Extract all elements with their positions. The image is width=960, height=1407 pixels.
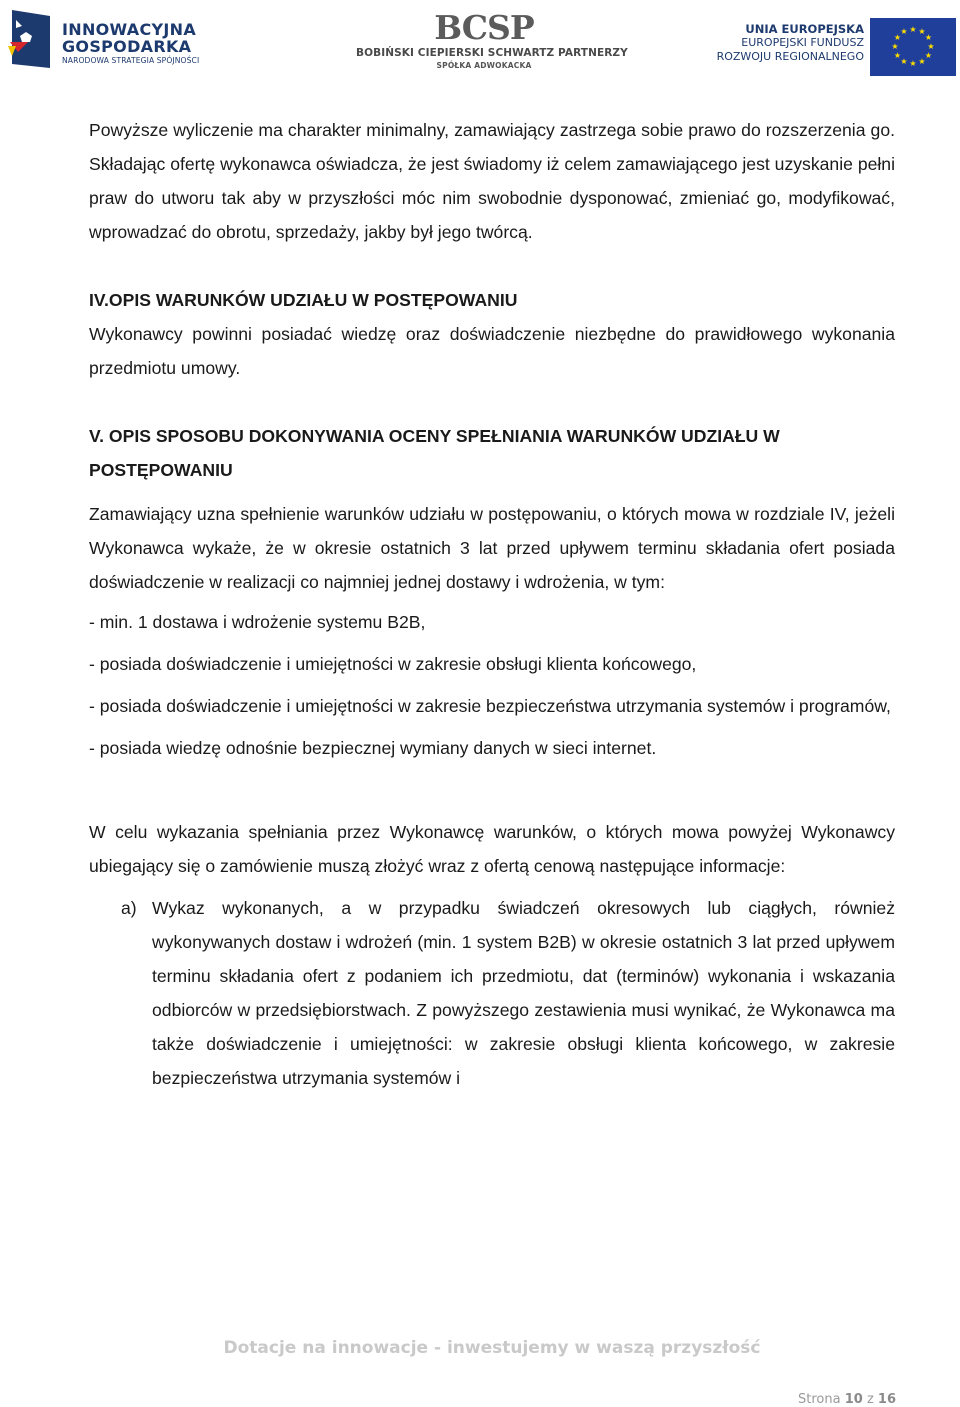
eu-line3: ROZWOJU REGIONALNEGO <box>716 50 864 63</box>
requirement-item-3: - posiada doświadczenie i umiejętności w zakresie bezpieczeństwa utrzymania systemów i programów, <box>89 696 891 716</box>
list-text-a: Wykaz wykonanych, a w przypadku świadczeń okresowych lub ciągłych, również wykonywanych dostaw i wdrożeń (min. 1 system B2B) w okresie ostatnich 3 lat przed upływem terminu składania ofert z podaniem ich przedmiotu, dat (terminów) wykonania i wskazania odbiorców w przedsiębiorstwach. Z powyższego zestawienia musi wynikać, że Wykonawca ma także doświadczenie i umiejętności: w zakresie obsługi klienta końcowego, w zakresie bezpieczeństwa utrzymania systemów i <box>152 898 895 1088</box>
svg-text:★: ★ <box>909 25 917 34</box>
footer-slogan: Dotacje na innowacje - inwestujemy w waszą przyszłość <box>223 1338 761 1358</box>
eu-line1: UNIA EUROPEJSKA <box>745 22 864 36</box>
svg-text:★: ★ <box>891 42 899 51</box>
svg-text:★: ★ <box>893 51 902 60</box>
svg-text:★: ★ <box>909 59 917 68</box>
ig-text-block <box>62 21 199 66</box>
requirement-item-2: - posiada doświadczenie i umiejętności w zakresie obsługi klienta końcowego, <box>89 654 697 674</box>
page-current: 10 <box>844 1392 863 1407</box>
innowacyjna-gospodarka-logo <box>6 6 216 72</box>
paragraph-intro: Powyższe wyliczenie ma charakter minimalny, zamawiający zastrzega sobie prawo do rozszerzenia go. Składając ofertę wykonawca oświadcza, że jest świadomy iż celem zamawiającego jest uzyskanie pełni praw do utworu tak aby w przyszłości móc nim swobodnie dysponować, zmieniać go, modyfikować, wprowadzać do obrotu, sprzedaży, jakby był jego twórcą. <box>89 120 895 242</box>
eu-flag-icon <box>870 18 956 76</box>
paragraph-assessment: Zamawiający uzna spełnienie warunków udziału w postępowaniu, o których mowa w rozdziale IV, jeżeli Wykonawca wykaże, że w okresie ostatnich 3 lat przed upływem terminu składania ofert posiada doświadczenie w realizacji co najmniej jednej dostawy i wdrożenia, w tym: <box>89 504 895 592</box>
eu-text-block <box>717 22 864 64</box>
ig-emblem-icon <box>6 6 56 72</box>
svg-text:★: ★ <box>918 57 926 66</box>
ig-line1: INNOWACYJNA <box>62 20 197 39</box>
svg-text:★: ★ <box>900 57 908 66</box>
bcsp-logo <box>356 8 628 80</box>
list-marker-a: a) <box>121 898 137 918</box>
page-sep: z <box>866 1392 874 1407</box>
section-heading-v: V. OPIS SPOSOBU DOKONYWANIA OCENY SPEŁNIANIA WARUNKÓW UDZIAŁU W POSTĘPOWANIU <box>89 426 780 480</box>
paragraph-documents: W celu wykazania spełniania przez Wykonawcę warunków, o których mowa powyżej Wykonawcy ubiegający się o zamówienie muszą złożyć wraz z ofertą cenową następujące informacje: <box>89 822 895 876</box>
bcsp-mark: BCSP <box>434 8 534 47</box>
bcsp-name: BOBIŃSKI CIEPIERSKI SCHWARTZ PARTNERZY <box>356 47 628 59</box>
section-heading-iv: IV.OPIS WARUNKÓW UDZIAŁU W POSTĘPOWANIU <box>89 290 518 310</box>
svg-text:★: ★ <box>893 33 902 42</box>
page-total: 16 <box>877 1392 896 1407</box>
paragraph-conditions: Wykonawcy powinni posiadać wiedzę oraz doświadczenie niezbędne do prawidłowego wykonania przedmiotu umowy. <box>89 324 895 378</box>
svg-text:★: ★ <box>924 33 933 42</box>
svg-text:★: ★ <box>927 42 935 51</box>
bcsp-sub: SPÓŁKA ADWOKACKA <box>436 61 532 70</box>
eu-logo <box>714 18 960 76</box>
ig-line3: NARODOWA STRATEGIA SPÓJNOŚCI <box>62 56 200 65</box>
requirement-item-1: - min. 1 dostawa i wdrożenie systemu B2B, <box>89 612 426 632</box>
eu-line2: EUROPEJSKI FUNDUSZ <box>741 36 864 49</box>
document-body <box>89 113 895 1095</box>
list-item-a <box>89 891 895 1095</box>
svg-text:★: ★ <box>918 27 926 36</box>
requirement-item-4: - posiada wiedzę odnośnie bezpiecznej wymiany danych w sieci internet. <box>89 738 657 758</box>
page-number <box>798 1392 896 1407</box>
page-prefix: Strona <box>797 1392 841 1407</box>
svg-text:★: ★ <box>924 51 933 60</box>
page-header <box>0 0 960 82</box>
ig-line2: GOSPODARKA <box>62 37 192 56</box>
svg-text:★: ★ <box>900 27 908 36</box>
